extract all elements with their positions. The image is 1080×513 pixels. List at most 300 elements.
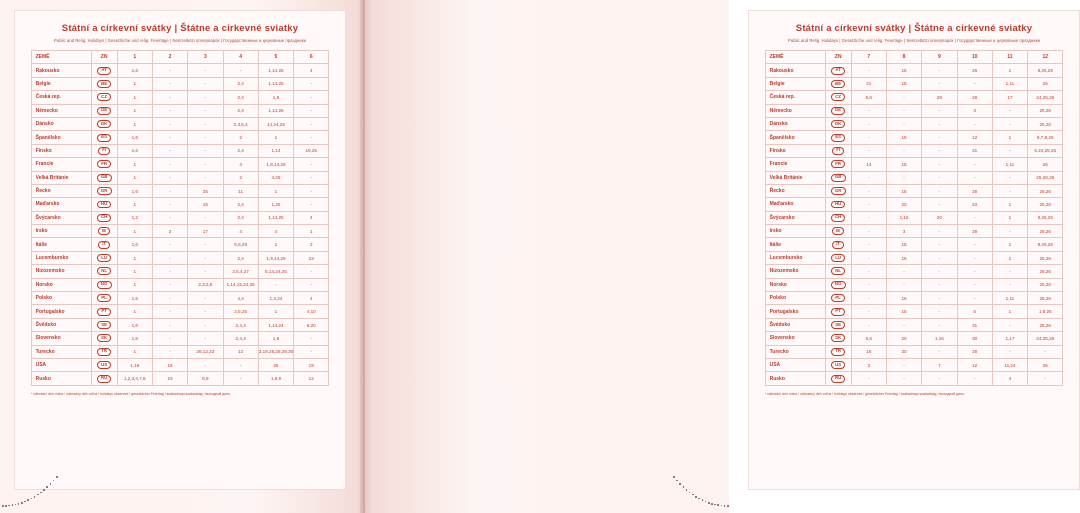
- holiday-days-cell: -: [851, 104, 886, 117]
- holiday-days-cell: -: [851, 64, 886, 77]
- country-code-badge: GB: [831, 174, 846, 182]
- holiday-days-cell: -: [922, 64, 957, 77]
- holiday-days-cell: -: [886, 278, 921, 291]
- holiday-days-cell: -: [223, 372, 258, 385]
- col-header-zn: ZN: [825, 51, 851, 64]
- holiday-days-cell: -: [992, 184, 1027, 197]
- holiday-days-cell: 1,2,3,4,7,8: [117, 372, 152, 385]
- holiday-days-cell: 16: [851, 345, 886, 358]
- holiday-days-cell: 31: [957, 144, 992, 157]
- corner-dot: [12, 504, 14, 506]
- footnote-left: * náhradní den volna / náhradný deň voľna / holidays observed / gesetzlicher Feiertag / szabadnapi szabadság / выходной день.: [31, 391, 231, 396]
- holiday-days-cell: 1: [992, 131, 1027, 144]
- table-row: [765, 372, 1063, 385]
- table-row: [765, 278, 1063, 291]
- holiday-days-cell: 25,26: [1028, 265, 1063, 278]
- country-code: [825, 278, 851, 291]
- holiday-days-cell: 2,4,4: [223, 318, 258, 331]
- country-name: Velká Británie: [31, 171, 91, 184]
- holiday-days-cell: 2,4,4: [223, 332, 258, 345]
- country-name: Slovensko: [765, 332, 825, 345]
- corner-dot: [21, 502, 23, 504]
- holiday-days-cell: 2,3,5,6: [188, 278, 223, 291]
- holiday-days-cell: 25: [1028, 77, 1063, 90]
- holiday-days-cell: 3: [886, 225, 921, 238]
- table-row: [31, 77, 329, 90]
- table-row: [31, 225, 329, 238]
- country-code-badge: FI: [832, 147, 844, 155]
- corner-dot: [717, 504, 719, 506]
- table-row: [31, 91, 329, 104]
- holiday-days-cell: 1,14,24: [258, 318, 293, 331]
- country-code: [825, 318, 851, 331]
- holiday-days-cell: 6,20: [294, 318, 329, 331]
- table-row: [765, 345, 1063, 358]
- corner-dot: [683, 486, 685, 488]
- holiday-days-cell: -: [1028, 372, 1063, 385]
- holiday-days-cell: -: [957, 292, 992, 305]
- country-name: Polsko: [765, 292, 825, 305]
- corner-dot: [40, 492, 42, 494]
- holiday-days-cell: -: [922, 77, 957, 90]
- holiday-days-cell: -: [957, 265, 992, 278]
- country-name: Rusko: [31, 372, 91, 385]
- country-code-badge: PL: [97, 294, 111, 302]
- country-code: [91, 184, 117, 197]
- country-name: Lucembursko: [31, 251, 91, 264]
- table-row: [31, 171, 329, 184]
- table-row: [765, 198, 1063, 211]
- country-code-badge: NO: [831, 281, 846, 289]
- holiday-days-cell: -: [188, 318, 223, 331]
- country-code: [91, 265, 117, 278]
- holiday-days-cell: -: [152, 117, 187, 130]
- table-row: [765, 91, 1063, 104]
- col-header-month: 11: [992, 51, 1027, 64]
- col-header-month: 12: [1028, 51, 1063, 64]
- holiday-days-cell: -: [957, 171, 992, 184]
- holiday-days-cell: -: [294, 332, 329, 345]
- corner-dot: [27, 499, 29, 501]
- holiday-days-cell: 25,26: [1028, 251, 1063, 264]
- holiday-days-cell: -: [851, 198, 886, 211]
- holiday-days-cell: -: [851, 265, 886, 278]
- country-code-badge: ES: [97, 134, 111, 142]
- holiday-days-cell: 1: [117, 104, 152, 117]
- country-code-badge: SK: [97, 334, 111, 342]
- holiday-days-cell: 1: [117, 91, 152, 104]
- corner-dot: [34, 496, 36, 498]
- holiday-days-cell: 12: [957, 358, 992, 371]
- country-code: [91, 372, 117, 385]
- right-page: [365, 0, 1057, 513]
- holiday-days-cell: -: [188, 265, 223, 278]
- holiday-days-cell: 1,6: [117, 332, 152, 345]
- holiday-days-cell: -: [152, 144, 187, 157]
- col-header-month: 7: [851, 51, 886, 64]
- holiday-days-cell: -: [922, 278, 957, 291]
- holiday-days-cell: 19,25: [294, 144, 329, 157]
- table-header-row-left: [31, 51, 329, 64]
- holiday-days-cell: -: [957, 251, 992, 264]
- holiday-days-cell: 23: [294, 251, 329, 264]
- holiday-days-cell: 1,8,9: [258, 372, 293, 385]
- holiday-days-cell: 15: [886, 184, 921, 197]
- holiday-days-cell: 1: [117, 171, 152, 184]
- holiday-days-cell: 1,6: [117, 144, 152, 157]
- country-code: [825, 117, 851, 130]
- holiday-days-cell: -: [922, 372, 957, 385]
- country-code-badge: HU: [97, 201, 112, 209]
- country-code-badge: AT: [97, 67, 111, 75]
- holiday-days-cell: 1: [258, 238, 293, 251]
- holiday-days-cell: 2: [152, 225, 187, 238]
- holiday-days-cell: 5,6,25: [223, 238, 258, 251]
- holiday-days-cell: 8,25,26: [1028, 64, 1063, 77]
- holiday-days-cell: 1: [117, 345, 152, 358]
- holiday-days-cell: 11: [223, 184, 258, 197]
- holiday-days-cell: 5: [957, 305, 992, 318]
- country-code-badge: FI: [98, 147, 110, 155]
- holiday-days-cell: -: [223, 64, 258, 77]
- holiday-days-cell: 28: [957, 91, 992, 104]
- country-name: Nizozemsko: [765, 265, 825, 278]
- holiday-days-cell: -: [992, 104, 1027, 117]
- country-code: [91, 278, 117, 291]
- page-subtitle-right: Public and Relig. Holidays | Gesetzliche und relig. Feiertage | Nemzetközi ünnepnapok | Государственные и церковные праздники: [788, 38, 1040, 43]
- holiday-days-cell: 3,19,25,28,29,30: [258, 345, 293, 358]
- country-code-badge: DE: [97, 107, 111, 115]
- country-code-badge: IE: [832, 227, 844, 235]
- country-code-badge: BE: [831, 80, 845, 88]
- country-code-badge: CH: [97, 214, 112, 222]
- corner-dot: [50, 483, 52, 485]
- holiday-days-cell: 1,11: [992, 292, 1027, 305]
- table-row: [31, 345, 329, 358]
- page-title-left: Státní a církevní svátky | Štátne a cirkevné sviatky: [61, 23, 299, 34]
- holiday-days-cell: -: [851, 318, 886, 331]
- holiday-days-cell: 23: [152, 372, 187, 385]
- footnote-right: * náhradní den volna / náhradný deň voľna / holidays observed / gesetzlicher Feiertag / szabadnapi szabadság / выходной день.: [765, 391, 965, 396]
- holidays-table-right: [765, 50, 1064, 386]
- table-row: [31, 144, 329, 157]
- country-name: Česká rep.: [31, 91, 91, 104]
- holiday-days-cell: 25,26: [1028, 225, 1063, 238]
- holiday-days-cell: -: [992, 144, 1027, 157]
- country-code-badge: GR: [97, 187, 112, 195]
- holiday-days-cell: 1,15: [886, 211, 921, 224]
- country-code: [91, 171, 117, 184]
- holiday-days-cell: -: [294, 278, 329, 291]
- country-code: [91, 225, 117, 238]
- holiday-days-cell: 8,25,26: [1028, 211, 1063, 224]
- holiday-days-cell: 2,4: [223, 104, 258, 117]
- holiday-days-cell: -: [188, 117, 223, 130]
- holiday-days-cell: -: [152, 332, 187, 345]
- country-name: Norsko: [31, 278, 91, 291]
- holiday-days-cell: -: [957, 211, 992, 224]
- country-code: [91, 77, 117, 90]
- holiday-days-cell: 1: [992, 238, 1027, 251]
- holiday-days-cell: 15: [188, 198, 223, 211]
- holiday-days-cell: 25: [1028, 158, 1063, 171]
- holiday-days-cell: 15: [886, 305, 921, 318]
- country-code-badge: RU: [831, 375, 846, 383]
- holiday-days-cell: 26: [957, 64, 992, 77]
- holiday-days-cell: -: [152, 77, 187, 90]
- country-name: Francie: [765, 158, 825, 171]
- table-row: [31, 332, 329, 345]
- country-code: [825, 131, 851, 144]
- holiday-days-cell: -: [188, 91, 223, 104]
- holiday-days-cell: -: [152, 278, 187, 291]
- holiday-days-cell: 2,3,5,4: [223, 117, 258, 130]
- holiday-days-cell: 1,14,25: [258, 77, 293, 90]
- page-corner-decoration-right: [671, 475, 727, 505]
- holiday-days-cell: 2,4: [223, 144, 258, 157]
- holiday-days-cell: -: [957, 238, 992, 251]
- table-row: [765, 104, 1063, 117]
- country-code: [825, 238, 851, 251]
- holiday-days-cell: -: [851, 144, 886, 157]
- holiday-days-cell: -: [851, 251, 886, 264]
- table-row: [31, 265, 329, 278]
- country-name: Švédsko: [31, 318, 91, 331]
- table-row: [31, 184, 329, 197]
- table-row: [31, 292, 329, 305]
- corner-dot: [673, 476, 675, 478]
- country-code-badge: BE: [97, 80, 111, 88]
- holiday-days-cell: 1,11: [992, 158, 1027, 171]
- country-name: Španělsko: [765, 131, 825, 144]
- holiday-days-cell: -: [294, 265, 329, 278]
- table-row: [765, 144, 1063, 157]
- holiday-days-cell: 1: [117, 117, 152, 130]
- holiday-days-cell: -: [851, 225, 886, 238]
- holiday-days-cell: -: [152, 345, 187, 358]
- holiday-days-cell: -: [851, 305, 886, 318]
- holiday-days-cell: 7: [922, 358, 957, 371]
- country-code-badge: CZ: [831, 93, 845, 101]
- country-code: [825, 332, 851, 345]
- country-name: Řecko: [765, 184, 825, 197]
- holiday-days-cell: -: [886, 91, 921, 104]
- corner-dot: [43, 489, 45, 491]
- country-code: [825, 305, 851, 318]
- holiday-days-cell: -: [294, 198, 329, 211]
- col-header-month: 6: [294, 51, 329, 64]
- holiday-days-cell: -: [922, 225, 957, 238]
- country-name: Polsko: [31, 292, 91, 305]
- holiday-days-cell: -: [188, 292, 223, 305]
- corner-dot: [53, 480, 55, 482]
- country-code-badge: TR: [97, 348, 111, 356]
- country-code-badge: IT: [98, 241, 110, 249]
- country-name: USA: [765, 358, 825, 371]
- holiday-days-cell: 12: [223, 345, 258, 358]
- holiday-days-cell: -: [992, 318, 1027, 331]
- holiday-days-cell: -: [886, 318, 921, 331]
- holiday-days-cell: 28: [957, 184, 992, 197]
- country-code: [91, 158, 117, 171]
- holiday-days-cell: 1: [258, 305, 293, 318]
- holiday-days-cell: -: [152, 104, 187, 117]
- page-title-right: Státní a církevní svátky | Štátne a cirkevné sviatky: [795, 23, 1033, 34]
- holiday-days-cell: 25: [1028, 358, 1063, 371]
- holiday-days-cell: 1: [992, 305, 1027, 318]
- holiday-days-cell: 1,6: [117, 131, 152, 144]
- holiday-days-cell: 28: [922, 91, 957, 104]
- holiday-days-cell: -: [851, 171, 886, 184]
- holiday-days-cell: -: [152, 211, 187, 224]
- country-code-badge: PT: [831, 308, 845, 316]
- holiday-days-cell: -: [188, 238, 223, 251]
- col-header-month: 3: [188, 51, 223, 64]
- holiday-days-cell: 20: [922, 211, 957, 224]
- holiday-days-cell: 4,4: [223, 292, 258, 305]
- holiday-days-cell: 1,14,15,24,25: [223, 278, 258, 291]
- holiday-days-cell: -: [886, 171, 921, 184]
- country-code: [91, 211, 117, 224]
- holiday-days-cell: 23: [957, 198, 992, 211]
- holiday-days-cell: -: [922, 265, 957, 278]
- country-name: Norsko: [765, 278, 825, 291]
- holiday-days-cell: 25,26: [1028, 117, 1063, 130]
- holiday-days-cell: 20: [886, 332, 921, 345]
- holiday-days-cell: 1,25: [258, 198, 293, 211]
- country-code: [825, 77, 851, 90]
- holiday-days-cell: 15: [886, 158, 921, 171]
- holiday-days-cell: -: [992, 171, 1027, 184]
- holiday-days-cell: 3: [957, 104, 992, 117]
- country-code: [91, 144, 117, 157]
- holiday-days-cell: -: [851, 238, 886, 251]
- holiday-days-cell: -: [188, 144, 223, 157]
- holiday-days-cell: -: [188, 158, 223, 171]
- holiday-days-cell: -: [886, 265, 921, 278]
- holiday-days-cell: 12: [294, 372, 329, 385]
- holiday-days-cell: -: [188, 332, 223, 345]
- holiday-days-cell: 15: [886, 292, 921, 305]
- country-name: Velká Británie: [765, 171, 825, 184]
- col-header-month: 2: [152, 51, 187, 64]
- corner-dot: [692, 494, 694, 496]
- country-name: Česká rep.: [765, 91, 825, 104]
- table-row: [31, 358, 329, 371]
- corner-dot: [679, 483, 681, 485]
- country-name: Maďarsko: [765, 198, 825, 211]
- holiday-days-cell: 2: [294, 238, 329, 251]
- holiday-days-cell: -: [851, 131, 886, 144]
- holiday-days-cell: -: [922, 104, 957, 117]
- table-row: [31, 318, 329, 331]
- holiday-days-cell: -: [294, 104, 329, 117]
- holiday-days-cell: 24,25,26: [1028, 91, 1063, 104]
- corner-dot: [695, 496, 697, 498]
- holiday-days-cell: 1,6: [117, 238, 152, 251]
- holiday-days-cell: -: [188, 131, 223, 144]
- holiday-days-cell: -: [957, 117, 992, 130]
- country-code: [91, 64, 117, 77]
- country-code: [825, 372, 851, 385]
- holiday-days-cell: -: [992, 265, 1027, 278]
- holiday-days-cell: 4: [992, 372, 1027, 385]
- country-code: [91, 345, 117, 358]
- holiday-days-cell: 1: [992, 64, 1027, 77]
- holiday-days-cell: -: [922, 198, 957, 211]
- country-code: [825, 198, 851, 211]
- country-name: Německo: [31, 104, 91, 117]
- country-code: [91, 91, 117, 104]
- holiday-days-cell: 1,3,24: [258, 292, 293, 305]
- holiday-days-cell: 4: [294, 292, 329, 305]
- holiday-days-cell: -: [922, 318, 957, 331]
- holiday-days-cell: -: [152, 251, 187, 264]
- country-name: Irsko: [765, 225, 825, 238]
- holiday-days-cell: 1: [258, 184, 293, 197]
- holiday-days-cell: -: [922, 158, 957, 171]
- holiday-days-cell: 4,25: [258, 171, 293, 184]
- holiday-days-cell: -: [188, 211, 223, 224]
- holiday-days-cell: 2,4: [223, 211, 258, 224]
- holiday-days-cell: -: [152, 305, 187, 318]
- col-header-month: 4: [223, 51, 258, 64]
- holiday-days-cell: 8,25,26: [1028, 238, 1063, 251]
- country-code: [825, 104, 851, 117]
- holiday-days-cell: 20: [886, 198, 921, 211]
- holiday-days-cell: 1,6: [117, 64, 152, 77]
- country-code: [91, 117, 117, 130]
- table-row: [31, 238, 329, 251]
- table-row: [31, 64, 329, 77]
- country-code-badge: DK: [97, 120, 112, 128]
- holiday-days-cell: 15: [886, 64, 921, 77]
- holiday-days-cell: -: [294, 131, 329, 144]
- table-row: [765, 117, 1063, 130]
- country-code-badge: ES: [831, 134, 845, 142]
- holiday-days-cell: 1: [992, 251, 1027, 264]
- table-row: [31, 251, 329, 264]
- col-header-zn: ZN: [91, 51, 117, 64]
- country-name: Švédsko: [765, 318, 825, 331]
- holiday-days-cell: -: [188, 358, 223, 371]
- country-code-badge: CZ: [97, 93, 111, 101]
- holiday-days-cell: -: [851, 372, 886, 385]
- holiday-days-cell: -: [294, 345, 329, 358]
- country-code: [825, 171, 851, 184]
- holiday-days-cell: 25,26: [1028, 278, 1063, 291]
- holiday-days-cell: 25,26: [1028, 104, 1063, 117]
- country-code-badge: US: [97, 361, 111, 369]
- holiday-days-cell: 1,6: [117, 292, 152, 305]
- holiday-days-cell: -: [992, 278, 1027, 291]
- corner-dot: [31, 498, 33, 500]
- holiday-days-cell: 2,5,4,27: [223, 265, 258, 278]
- table-row: [31, 198, 329, 211]
- holiday-days-cell: -: [188, 77, 223, 90]
- country-code: [91, 131, 117, 144]
- holiday-days-cell: -: [258, 278, 293, 291]
- holiday-days-cell: 15: [886, 251, 921, 264]
- holiday-days-cell: -: [294, 184, 329, 197]
- holiday-days-cell: 5,6: [851, 332, 886, 345]
- country-name: Řecko: [31, 184, 91, 197]
- holiday-days-cell: 1,6: [117, 318, 152, 331]
- corner-dot: [698, 498, 700, 500]
- holiday-days-cell: 1,8,14,25: [258, 158, 293, 171]
- country-name: Portugalsko: [31, 305, 91, 318]
- holiday-days-cell: -: [922, 238, 957, 251]
